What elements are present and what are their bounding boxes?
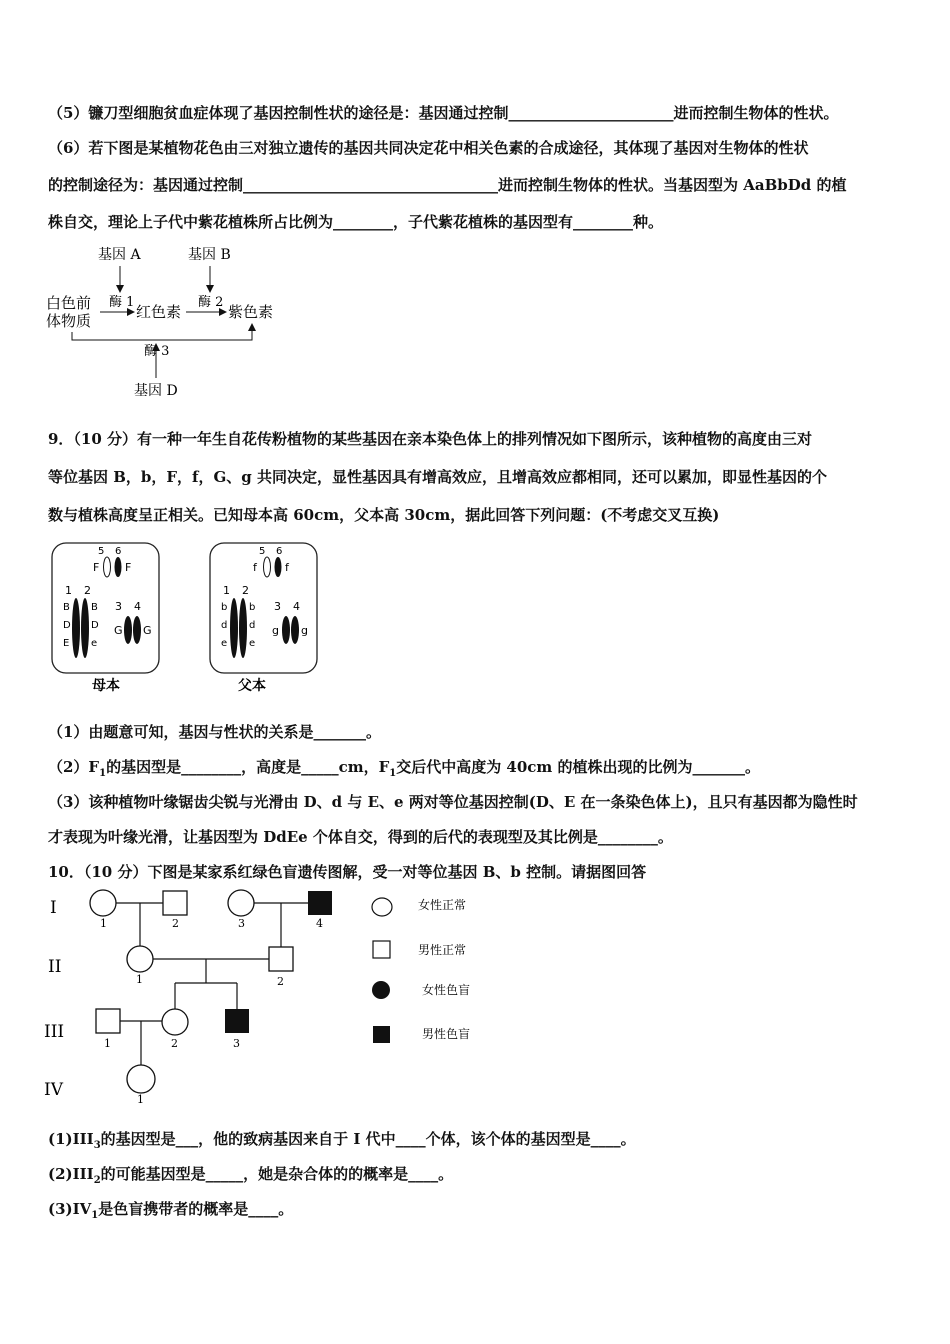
- father-gene-c1-1: d: [221, 620, 228, 631]
- father-num5: 5: [259, 546, 266, 557]
- legend-male-colorblind-symbol: [373, 1026, 390, 1043]
- III1-number: 1: [104, 1037, 111, 1050]
- q9-stem-line1: 9．（10 分）有一种一年生自花传粉植物的某些基因在亲本染色体上的排列情况如下图所示，该种植物的高度由三对: [48, 430, 813, 448]
- III2-female-normal: [162, 1009, 188, 1035]
- III3-number: 3: [233, 1037, 240, 1050]
- father-chromosome-5: [264, 557, 271, 577]
- I3-number: 3: [238, 917, 245, 930]
- father-num6: 6: [276, 546, 283, 557]
- IV1-female-normal: [127, 1065, 155, 1093]
- legend-female-colorblind-symbol: [372, 981, 390, 999]
- legend-male-normal-symbol: [373, 941, 390, 958]
- father-chromosome-1: [230, 598, 238, 658]
- II1-number: 1: [136, 973, 143, 986]
- mother-chromosome-6: [115, 557, 122, 577]
- III3-male-colorblind: [225, 1009, 249, 1033]
- enzyme3-label: 酶 3: [144, 344, 170, 359]
- mother-num1: 1: [65, 584, 72, 597]
- pigment-pathway-diagram: [40, 240, 300, 402]
- mother-chromosome-diagram: [48, 540, 168, 698]
- enzyme2-label: 酶 2: [198, 295, 224, 310]
- mother-gene-c2-1: D: [91, 620, 99, 631]
- father-num3: 3: [274, 600, 281, 613]
- mother-gene-c5: F: [93, 561, 100, 574]
- mother-label: 母本: [92, 678, 120, 694]
- legend-female-normal-label: 女性正常: [418, 898, 467, 912]
- legend-female-colorblind-label: 女性色盲: [422, 983, 471, 997]
- enzyme1-label: 酶 1: [109, 295, 135, 310]
- mother-chromosome-2: [81, 598, 89, 658]
- purple-pigment-label: 紫色素: [228, 303, 274, 321]
- father-gene-c6: f: [285, 561, 289, 574]
- I4-number: 4: [316, 917, 323, 930]
- gen-label-II: II: [48, 957, 62, 977]
- I1-female-normal: [90, 890, 116, 916]
- II2-male-normal: [269, 947, 293, 971]
- mother-chromosome-4: [133, 616, 141, 644]
- III2-number: 2: [171, 1037, 178, 1050]
- red-pigment-label: 红色素: [136, 303, 182, 321]
- mother-num3: 3: [115, 600, 122, 613]
- father-num1: 1: [223, 584, 230, 597]
- I2-number: 2: [172, 917, 179, 930]
- gene-b-label: 基因 B: [188, 247, 231, 263]
- father-gene-c1-2: e: [221, 638, 228, 649]
- mother-num6: 6: [115, 546, 122, 557]
- q9-sub1: （1）由题意可知，基因与性状的关系是_______。: [48, 723, 381, 741]
- q10-sub3: $(3)IV_1$是色盲携带者的概率是____。: [48, 1200, 294, 1221]
- legend-male-colorblind-label: 男性色盲: [422, 1027, 471, 1041]
- q10-sub1: $(1)III_3$的基因型是___，他的致病基因来自于 I 代中____个体，该个体的基因型是____。: [48, 1130, 636, 1151]
- I2-male-normal: [163, 891, 187, 915]
- precursor-label-1: 白色前: [46, 294, 92, 312]
- I1-number: 1: [100, 917, 107, 930]
- mother-chromosome-1: [72, 598, 80, 658]
- q10-sub2: $(2)III_2$的可能基因型是_____，她是杂合体的的概率是____。: [48, 1165, 454, 1186]
- mother-gene-c6: F: [125, 561, 132, 574]
- father-num2: 2: [242, 584, 249, 597]
- father-num4: 4: [293, 600, 300, 613]
- mother-gene-c1-0: B: [63, 602, 70, 613]
- father-gene-c2-0: b: [249, 602, 256, 613]
- II1-female-normal: [127, 946, 153, 972]
- mother-gene-c2-2: e: [91, 638, 98, 649]
- father-gene-c2-2: e: [249, 638, 256, 649]
- father-gene-c5: f: [253, 561, 257, 574]
- mother-num4: 4: [134, 600, 141, 613]
- father-chromosome-diagram: [206, 540, 326, 698]
- I3-female-normal: [228, 890, 254, 916]
- gene-d-label: 基因 D: [134, 383, 178, 399]
- father-label: 父本: [238, 678, 266, 694]
- pedigree-chart: [40, 885, 500, 1115]
- q8-part6-line3: 株自交，理论上子代中紫花植株所占比例为________，子代紫花植株的基因型有________种。: [48, 213, 664, 231]
- legend-female-normal-symbol: [372, 898, 392, 916]
- mother-chromosome-3: [124, 616, 132, 644]
- mother-gene-c2-0: B: [91, 602, 98, 613]
- mother-num2: 2: [84, 584, 91, 597]
- q9-sub3-line2: 才表现为叶缘光滑，让基因型为 DdEe 个体自交，得到的后代的表现型及其比例是________。: [48, 828, 673, 846]
- q8-part6-line1: （6）若下图是某植物花色由三对独立遗传的基因共同决定花中相关色素的合成途径，其体现了基因对生物体的性状: [48, 139, 809, 157]
- I4-male-colorblind: [308, 891, 332, 915]
- III1-male-normal: [96, 1009, 120, 1033]
- father-gene-c4: g: [301, 624, 308, 637]
- q8-part5: （5）镰刀型细胞贫血症体现了基因控制性状的途径是：基因通过控制______________________进而控制生物体的性状。: [48, 104, 839, 122]
- gen-label-III: III: [44, 1022, 65, 1042]
- q9-sub3-line1: （3）该种植物叶缘锯齿尖锐与光滑由 D、d 与 E、e 两对等位基因控制(D、E 在一条染色体上)，且只有基因都为隐性时: [48, 793, 858, 811]
- q8-part6-line2: 的控制途径为：基因通过控制__________________________________进而控制生物体的性状。当基因型为 AaBbDd 的植: [48, 176, 847, 194]
- mother-gene-c3: G: [114, 624, 123, 637]
- gen-label-I: I: [50, 898, 57, 918]
- father-gene-c1-0: b: [221, 602, 228, 613]
- mother-gene-c1-2: E: [63, 638, 70, 649]
- mother-gene-c4: G: [143, 624, 152, 637]
- father-chromosome-4: [291, 616, 299, 644]
- enzyme3-bracket: [72, 324, 252, 340]
- father-chromosome-6: [275, 557, 282, 577]
- q9-sub2: $(2)F_1$的基因型是________，高度是_____cm，$F_1$交后代中高度为 40cm 的植株出现的比例为_______。: [48, 758, 761, 779]
- legend-male-normal-label: 男性正常: [418, 943, 467, 957]
- gen-label-IV: IV: [44, 1080, 63, 1100]
- q9-stem-line2: 等位基因 B，b，F，f，G、g 共同决定，显性基因具有增高效应，且增高效应都相同，还可以累加，即显性基因的个: [48, 468, 828, 486]
- mother-num5: 5: [98, 546, 105, 557]
- q9-stem-line3: 数与植株高度呈正相关。已知母本高 60cm，父本高 30cm，据此回答下列问题：(不考虑交叉互换): [48, 506, 720, 524]
- father-gene-c3: g: [272, 624, 279, 637]
- father-gene-c2-1: d: [249, 620, 256, 631]
- mother-gene-c1-1: D: [63, 620, 71, 631]
- gene-a-label: 基因 A: [98, 247, 141, 263]
- IV1-number: 1: [137, 1093, 144, 1106]
- mother-chromosome-5: [104, 557, 111, 577]
- father-chromosome-2: [239, 598, 247, 658]
- precursor-label-2: 体物质: [46, 312, 92, 330]
- q10-stem: 10．（10 分）下图是某家系红绿色盲遗传图解，受一对等位基因 B、b 控制。请据图回答: [48, 863, 647, 881]
- II2-number: 2: [277, 975, 284, 988]
- father-chromosome-3: [282, 616, 290, 644]
